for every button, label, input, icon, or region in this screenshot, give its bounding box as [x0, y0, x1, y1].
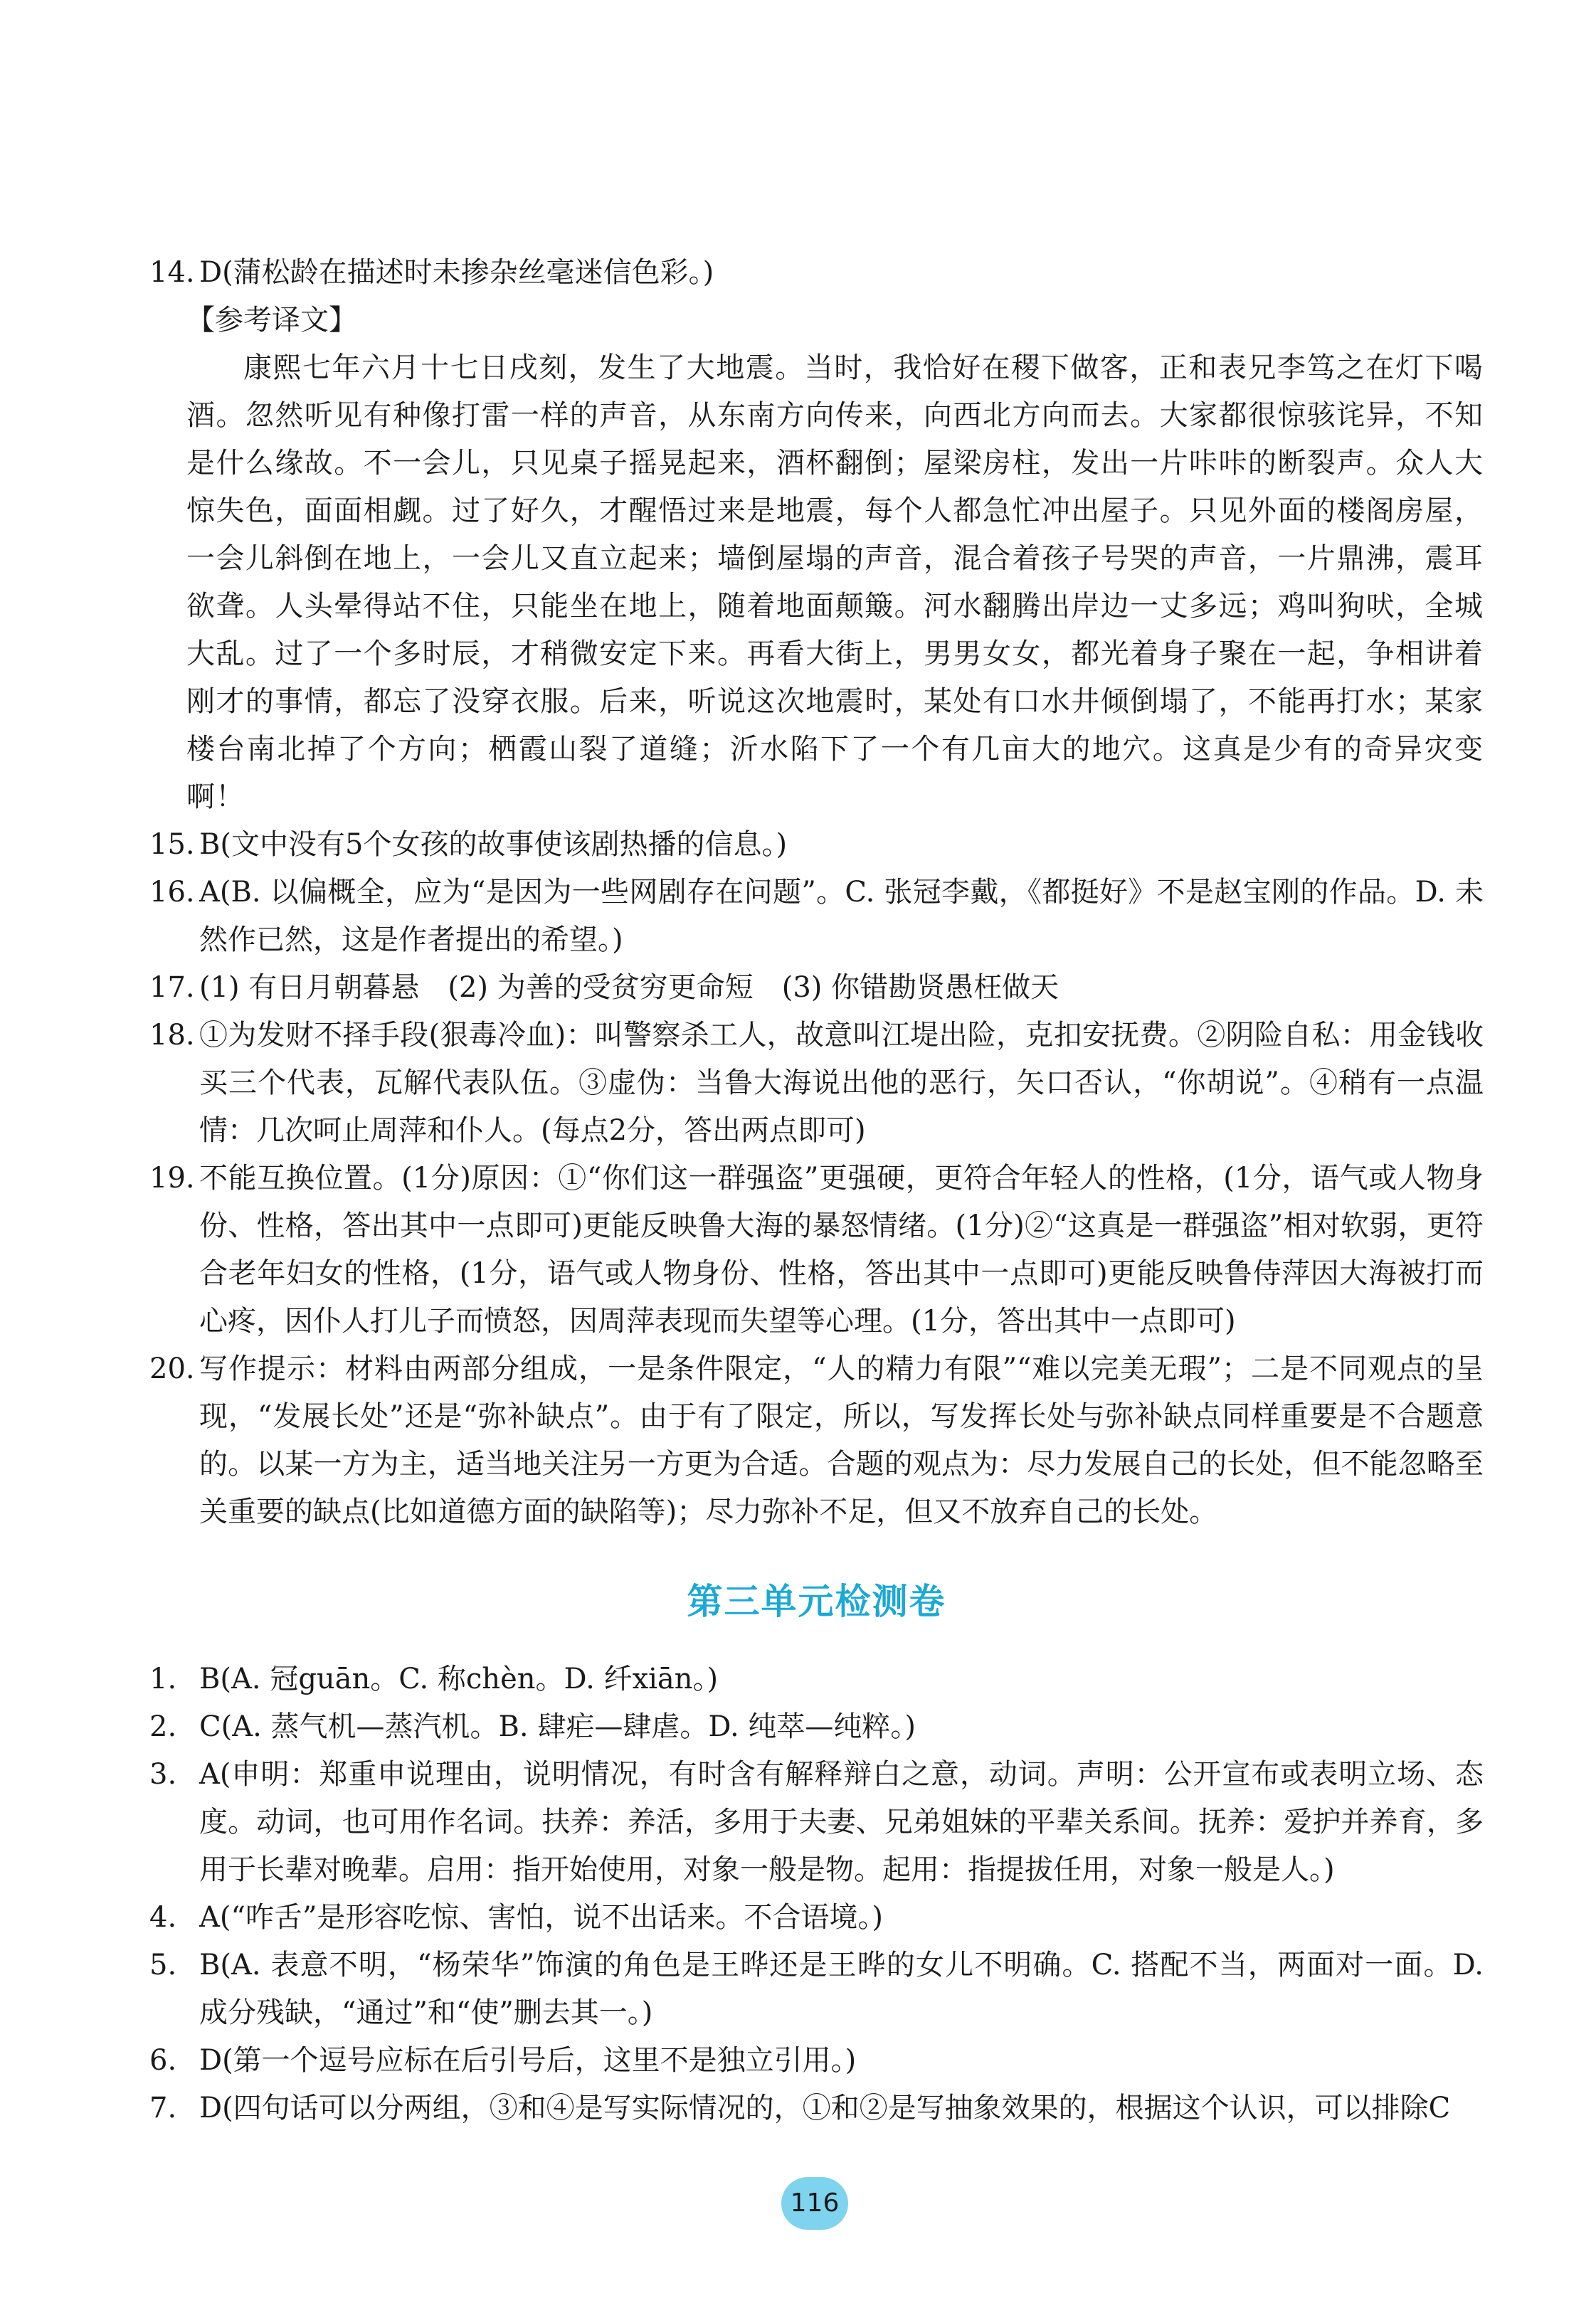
item-text: C(A. 蒸气机—蒸汽机。B. 肆疟—肆虐。D. 纯萃—纯粹。) — [199, 1710, 916, 1743]
answer-item — [149, 964, 1484, 1012]
item-text: B(文中没有5个女孩的故事使该剧热播的信息。) — [199, 828, 788, 861]
item-number: 16. — [149, 876, 195, 909]
reference-translation-text: 康熙七年六月十七日戌刻，发生了大地震。当时，我恰好在稷下做客，正和表兄李笃之在灯下喝酒。忽然听见有种像打雷一样的声音，从东南方向传来，向西北方向而去。大家都很惊骇诧异，不知是什么缘故。不一会儿，只见桌子摇晃起来，酒杯翻倒；屋梁房柱，发出一片咔咔的断裂声。众人大惊失色，面面相觑。过了好久，才醒悟过来是地震，每个人都急忙冲出屋子。只见外面的楼阁房屋，一会儿斜倒在地上，一会儿又直立起来；墙倒屋塌的声音，混合着孩子号哭的声音，一片鼎沸，震耳欲聋。人头晕得站不住，只能坐在地上，随着地面颠簸。河水翻腾出岸边一丈多远；鸡叫狗吠，全城大乱。过了一个多时辰，才稍微安定下来。再看大街上，男男女女，都光着身子聚在一起，争相讲着刚才的事情，都忘了没穿衣服。后来，听说这次地震时，某处有口水井倾倒塌了，不能再打水；某家楼台南北掉了个方向；栖霞山裂了道缝；沂水陷下了一个有几亩大的地穴。这真是少有的奇异灾变啊！ — [186, 351, 1484, 813]
item-text: A(申明：郑重申说理由，说明情况，有时含有解释辩白之意，动词。声明：公开宣布或表明立场、态度。动词，也可用作名词。扶养：养活，多用于夫妻、兄弟姐妹的平辈关系间。抚养：爱护并养育，多用于长辈对晚辈。启用：指开始使用，对象一般是物。起用：指提拔任用，对象一般是人。) — [199, 1758, 1484, 1886]
item-number: 17. — [149, 971, 195, 1004]
answer-item — [149, 2037, 1484, 2085]
item-number: 18. — [149, 1019, 195, 1052]
answer-item — [149, 1155, 1484, 1345]
item-text: D(第一个逗号应标在后引号后，这里不是独立引用。) — [199, 2044, 857, 2077]
item-number: 20. — [149, 1353, 195, 1385]
answer-item — [149, 869, 1484, 964]
answer-item — [149, 821, 1484, 869]
answer-content — [149, 249, 1484, 2132]
answer-item — [149, 1751, 1484, 1894]
item-number: 5. — [149, 1949, 177, 1981]
item-text: (1) 有日月朝暮悬 (2) 为善的受贫穷更命短 (3) 你错勘贤愚枉做天 — [199, 971, 1059, 1004]
item-text: B(A. 冠guān。C. 称chèn。D. 纤xiān。) — [199, 1663, 719, 1695]
item-number: 14. — [149, 256, 195, 289]
item-text: D(四句话可以分两组，③和④是写实际情况的，①和②是写抽象效果的，根据这个认识，可以排除C — [199, 2092, 1451, 2124]
answer-item — [149, 2085, 1484, 2132]
item-number: 19. — [149, 1162, 195, 1195]
item-text: B(A. 表意不明，“杨荣华”饰演的角色是王晔还是王晔的女儿不明确。C. 搭配不当，两面对一面。D. 成分残缺，“通过”和“使”删去其一。) — [199, 1949, 1484, 2029]
item-number: 15. — [149, 828, 195, 861]
item-text: 写作提示：材料由两部分组成，一是条件限定，“人的精力有限”“难以完美无瑕”；二是不同观点的呈现，“发展长处”还是“弥补缺点”。由于有了限定，所以，写发挥长处与弥补缺点同样重要是不合题意的。以某一方为主，适当地关注另一方更为合适。合题的观点为：尽力发展自己的长处，但不能忽略至关重要的缺点(比如道德方面的缺陷等)；尽力弥补不足，但又不放弃自己的长处。 — [199, 1353, 1484, 1528]
item-number: 6. — [149, 2044, 177, 2077]
item-number: 7. — [149, 2092, 177, 2124]
item-text: D(蒲松龄在描述时未掺杂丝毫迷信色彩。) — [199, 256, 714, 289]
item-text: A(B. 以偏概全，应为“是因为一些网剧存在问题”。C. 张冠李戴，《都挺好》不是赵宝刚的作品。D. 未然作已然，这是作者提出的希望。) — [199, 876, 1484, 956]
item-number: 4. — [149, 1901, 177, 1934]
answer-item — [149, 249, 1484, 297]
item-number: 1. — [149, 1663, 177, 1695]
answer-item — [149, 1703, 1484, 1751]
item-text: A(“咋舌”是形容吃惊、害怕，说不出话来。不合语境。) — [199, 1901, 883, 1934]
answer-item — [149, 1942, 1484, 2037]
item-number: 2. — [149, 1710, 177, 1743]
item-text: 不能互换位置。(1分)原因：①“你们这一群强盗”更强硬，更符合年轻人的性格，(1分，语气或人物身份、性格，答出其中一点即可)更能反映鲁大海的暴怒情绪。(1分)②“这真是一群强盗”相对软弱，更符合老年妇女的性格，(1分，语气或人物身份、性格，答出其中一点即可)更能反映鲁侍萍因大海被打而心疼，因仆人打儿子而愤怒，因周萍表现而失望等心理。(1分，答出其中一点即可) — [199, 1162, 1484, 1338]
answer-item — [149, 1345, 1484, 1536]
item-number: 3. — [149, 1758, 177, 1791]
page-number-badge: 116 — [781, 2177, 848, 2230]
reference-translation-title: 【参考译文】 — [186, 304, 357, 337]
answer-item — [149, 1012, 1484, 1155]
answer-item — [149, 1894, 1484, 1942]
section-title: 第三单元检测卷 — [687, 1581, 946, 1622]
item-text: ①为发财不择手段(狠毒冷血)：叫警察杀工人，故意叫江堤出险，克扣安抚费。②阴险自私：用金钱收买三个代表，瓦解代表队伍。③虚伪：当鲁大海说出他的恶行，矢口否认，“你胡说”。④稍有一点温情：几次呵止周萍和仆人。(每点2分，答出两点即可) — [199, 1019, 1484, 1147]
answer-item — [149, 1656, 1484, 1703]
